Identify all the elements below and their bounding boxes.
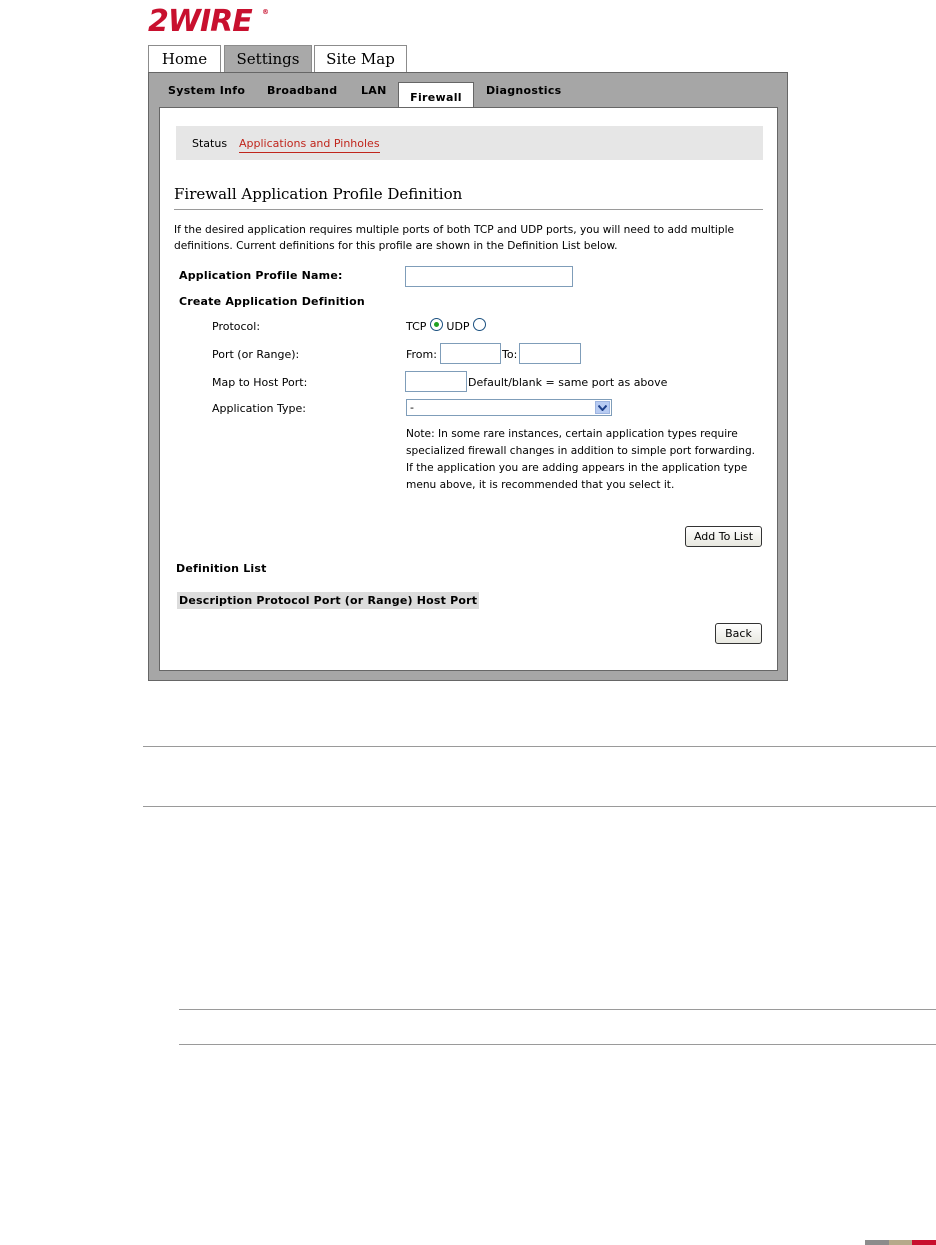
- application-type-value: -: [410, 401, 414, 414]
- protocol-label: Protocol:: [212, 320, 261, 333]
- tcp-label: TCP: [406, 320, 427, 333]
- definition-list-heading: Definition List: [176, 562, 267, 575]
- column-protocol: Protocol: [256, 594, 310, 607]
- content-panel: [159, 107, 778, 671]
- secondary-nav: [176, 126, 763, 160]
- tab-home[interactable]: Home: [148, 45, 221, 72]
- application-type-label: Application Type:: [212, 402, 306, 415]
- add-to-list-button[interactable]: Add To List: [685, 526, 762, 547]
- protocol-group: [406, 318, 486, 333]
- back-button[interactable]: Back: [715, 623, 762, 644]
- divider: [143, 806, 936, 807]
- divider: [143, 746, 936, 747]
- settings-frame: [148, 72, 788, 681]
- map-host-port-input[interactable]: [405, 371, 467, 392]
- profile-name-label: Application Profile Name:: [179, 269, 343, 282]
- port-range-label: Port (or Range):: [212, 348, 300, 361]
- port-to-input[interactable]: [519, 343, 581, 364]
- tab-site-map[interactable]: Site Map: [314, 45, 407, 72]
- column-description: Description: [179, 594, 253, 607]
- column-port-range: Port (or Range): [313, 594, 413, 607]
- application-type-note: Note: In some rare instances, certain application types require specialized firewall changes in addition to simple port forwarding. If the application you are adding appears in the application type menu above, it is recommended that you select it.: [406, 428, 756, 491]
- from-label: From:: [406, 348, 437, 361]
- subtab-lan[interactable]: LAN: [361, 84, 387, 97]
- definition-list-header-row: [177, 592, 479, 609]
- divider: [179, 1009, 936, 1010]
- svg-text:2WIRE: 2WIRE: [148, 4, 252, 34]
- to-label: To:: [502, 348, 518, 361]
- nav-status-link[interactable]: Status: [192, 137, 228, 150]
- udp-radio[interactable]: [473, 318, 486, 331]
- application-type-select[interactable]: [406, 399, 612, 416]
- subtab-system-info[interactable]: System Info: [168, 84, 246, 97]
- nav-applications-link[interactable]: Applications and Pinholes: [239, 137, 380, 153]
- footer-stripe: [865, 1240, 889, 1245]
- footer-stripe: [912, 1240, 936, 1245]
- port-from-input[interactable]: [440, 343, 501, 364]
- column-host-port: Host Port: [416, 594, 478, 607]
- svg-text:®: ®: [262, 8, 269, 16]
- tcp-radio[interactable]: [430, 318, 443, 331]
- profile-name-input[interactable]: [405, 266, 573, 287]
- udp-label: UDP: [446, 320, 470, 333]
- divider: [179, 1044, 936, 1045]
- 2wire-logo: [148, 4, 270, 34]
- map-host-port-label: Map to Host Port:: [212, 376, 308, 389]
- page-title: Firewall Application Profile Definition: [174, 185, 763, 210]
- create-definition-heading: Create Application Definition: [179, 295, 365, 308]
- tab-settings[interactable]: Settings: [224, 45, 312, 72]
- subtab-broadband[interactable]: Broadband: [267, 84, 338, 97]
- subtab-firewall[interactable]: Firewall: [398, 82, 474, 109]
- intro-text: If the desired application requires multiple ports of both TCP and UDP ports, you will need to add multiple definitions. Current definitions for this profile are shown in the Definition List below.: [174, 224, 735, 252]
- footer-stripe: [889, 1240, 912, 1245]
- subtab-diagnostics[interactable]: Diagnostics: [486, 84, 562, 97]
- chevron-down-icon[interactable]: [595, 401, 610, 414]
- map-host-port-hint: Default/blank = same port as above: [468, 376, 668, 389]
